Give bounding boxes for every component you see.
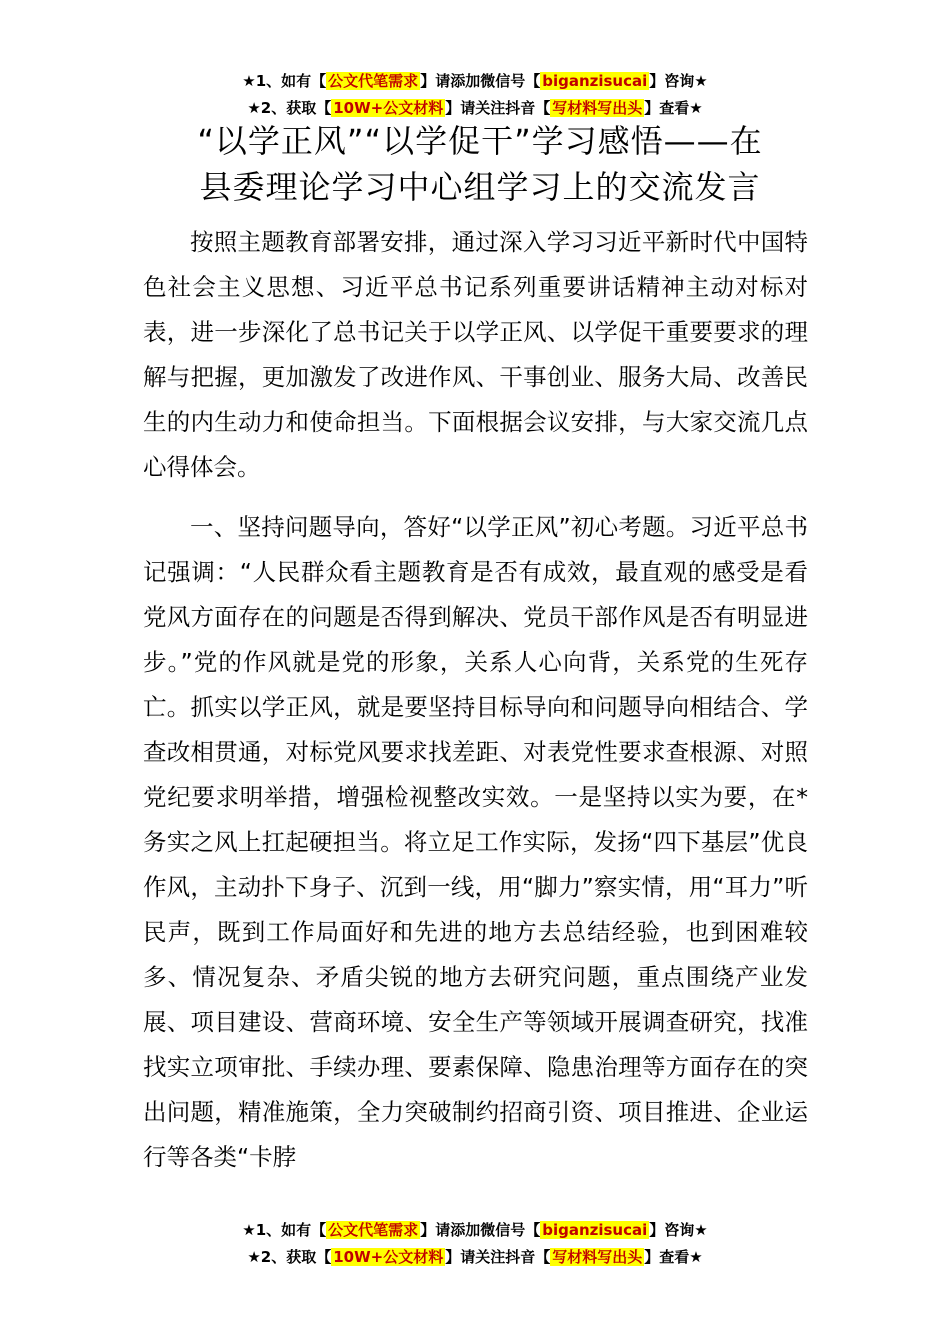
banner-text: 】请添加微信号【 xyxy=(420,1221,541,1239)
banner-line-1 xyxy=(0,1217,950,1244)
top-banner xyxy=(0,68,950,122)
title-line-2: 县委理论学习中心组学习上的交流发言 xyxy=(199,168,761,206)
banner-highlight: 写材料写出头 xyxy=(552,99,643,117)
banner-highlight: 10W+公文材料 xyxy=(333,1248,444,1266)
banner-text: 】请关注抖音【 xyxy=(445,1248,551,1266)
banner-text: 】咨询★ xyxy=(649,1221,708,1239)
banner-text: 】请关注抖音【 xyxy=(445,99,551,117)
document-body xyxy=(143,220,808,1180)
banner-text: 】咨询★ xyxy=(649,72,708,90)
banner-line-1 xyxy=(0,68,950,95)
banner-text: ★2、获取【 xyxy=(247,1248,332,1266)
title-line-1: “以学正风”“以学促干”学习感悟——在 xyxy=(197,122,763,160)
banner-highlight: biganzisucai xyxy=(542,1221,648,1239)
banner-text: 】查看★ xyxy=(644,1248,703,1266)
paragraph-intro: 按照主题教育部署安排，通过深入学习习近平新时代中国特色社会主义思想、习近平总书记系列重要讲话精神主动对标对表，进一步深化了总书记关于以学正风、以学促干重要要求的理解与把握，更加激发了改进作风、干事创业、服务大局、改善民生的内生动力和使命担当。下面根据会议安排，与大家交流几点心得体会。 xyxy=(143,228,808,481)
banner-highlight: 公文代笔需求 xyxy=(328,1221,419,1239)
banner-highlight: 公文代笔需求 xyxy=(328,72,419,90)
banner-text: ★1、如有【 xyxy=(242,1221,327,1239)
banner-text: ★2、获取【 xyxy=(247,99,332,117)
bottom-banner xyxy=(0,1217,950,1271)
banner-highlight: biganzisucai xyxy=(542,72,648,90)
banner-text: 】请添加微信号【 xyxy=(420,72,541,90)
banner-highlight: 写材料写出头 xyxy=(552,1248,643,1266)
paragraph-section-one: 一、坚持问题导向，答好“以学正风”初心考题。习近平总书记强调：“人民群众看主题教育是否有成效，最直观的感受是看党风方面存在的问题是否得到解决、党员干部作风是否有明显进步。”党的作风就是党的形象，关系人心向背，关系党的生死存亡。抓实以学正风，就是要坚持目标导向和问题导向相结合、学查改相贯通，对标党风要求找差距、对表党性要求查根源、对照党纪要求明举措，增强检视整改实效。一是坚持以实为要，在*务实之风上扛起硬担当。将立足工作实际，发扬“四下基层”优良作风，主动扑下身子、沉到一线，用“脚力”察实情，用“耳力”听民声，既到工作局面好和先进的地方去总结经验，也到困难较多、情况复杂、矛盾尖锐的地方去研究问题，重点围绕产业发展、项目建设、营商环境、安全生产等领域开展调查研究，找准找实立项审批、手续办理、要素保障、隐患治理等方面存在的突出问题，精准施策，全力突破制约招商引资、项目推进、企业运行等各类“卡脖 xyxy=(143,513,808,1171)
banner-text: ★1、如有【 xyxy=(242,72,327,90)
banner-line-2 xyxy=(0,1244,950,1271)
document-title xyxy=(140,118,820,210)
banner-text: 】查看★ xyxy=(644,99,703,117)
banner-highlight: 10W+公文材料 xyxy=(333,99,444,117)
